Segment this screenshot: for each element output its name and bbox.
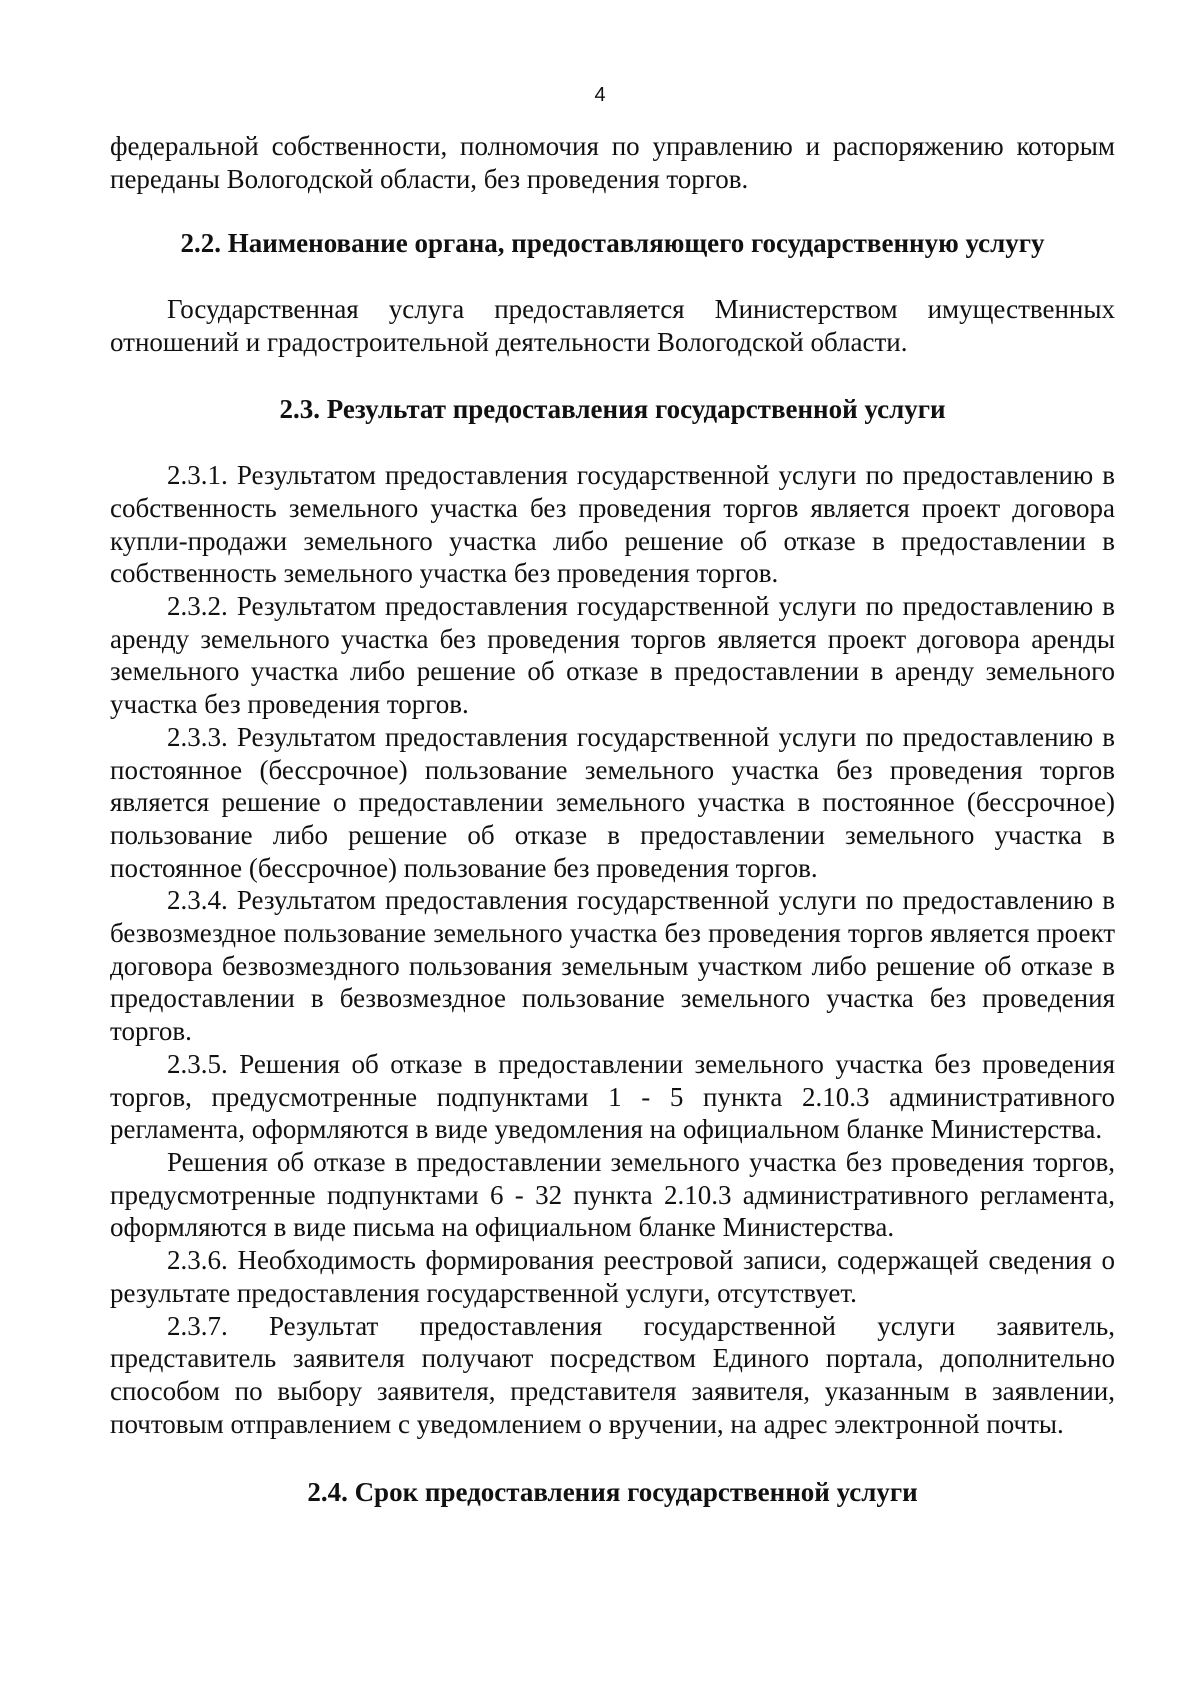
paragraph-2-3-4: 2.3.4. Результатом предоставления государственной услуги по предоставлению в безвозмездное пользование земельного участка без проведения торгов является проект договора безвозмездного пользования земельным участком либо решение об отказе в предоставлении в безвозмездное пользование земельного участка без проведения торгов. xyxy=(110,885,1115,1047)
intro-paragraph: федеральной собственности, полномочия по управлению и распоряжению которым переданы Вологодской области, без проведения торгов. xyxy=(110,131,1115,194)
document-body xyxy=(110,130,1115,1509)
section-2-2-heading: 2.2. Наименование органа, предоставляющего государственную услугу xyxy=(180,228,1045,259)
section-2-3-heading: 2.3. Результат предоставления государственной услуги xyxy=(279,393,946,424)
paragraph-2-3-2: 2.3.2. Результатом предоставления государственной услуги по предоставлению в аренду земельного участка без проведения торгов является проект договора аренды земельного участка либо решение об отказе в предоставлении в аренду земельного участка без проведения торгов. xyxy=(110,591,1115,720)
paragraph-2-3-1: 2.3.1. Результатом предоставления государственной услуги по предоставлению в собственность земельного участка без проведения торгов является проект договора купли-продажи земельного участка либо решение об отказе в предоставлении в собственность земельного участка без проведения торгов. xyxy=(110,460,1115,589)
section-2-4-heading: 2.4. Срок предоставления государственной услуги xyxy=(307,1477,918,1508)
paragraph-2-3-5-continued: Решения об отказе в предоставлении земельного участка без проведения торгов, предусмотренные подпунктами 6 - 32 пункта 2.10.3 административного регламента, оформляются в виде письма на официальном бланке Министерства. xyxy=(110,1146,1115,1243)
paragraph-2-3-6: 2.3.6. Необходимость формирования реестровой записи, содержащей сведения о результате предоставления государственной услуги, отсутствует. xyxy=(110,1245,1115,1308)
paragraph-2-3-5: 2.3.5. Решения об отказе в предоставлении земельного участка без проведения торгов, предусмотренные подпунктами 1 - 5 пункта 2.10.3 административного регламента, оформляются в виде уведомления на официальном бланке Министерства. xyxy=(110,1048,1115,1145)
page-number: 4 xyxy=(594,84,606,106)
section-2-2-paragraph: Государственная услуга предоставляется Министерством имущественных отношений и градостроительной деятельности Вологодской области. xyxy=(110,294,1115,357)
paragraph-2-3-7: 2.3.7. Результат предоставления государственной услуги заявитель, представитель заявителя получают посредством Единого портала, дополнительно способом по выбору заявителя, представителя заявителя, указанным в заявлении, почтовым отправлением с уведомлением о вручении, на адрес электронной почты. xyxy=(110,1310,1115,1439)
paragraph-2-3-3: 2.3.3. Результатом предоставления государственной услуги по предоставлению в постоянное (бессрочное) пользование земельного участка без проведения торгов является решение о предоставлении земельного участка в постоянное (бессрочное) пользование либо решение об отказе в предоставлении земельного участка в постоянное (бессрочное) пользование без проведения торгов. xyxy=(110,721,1115,883)
